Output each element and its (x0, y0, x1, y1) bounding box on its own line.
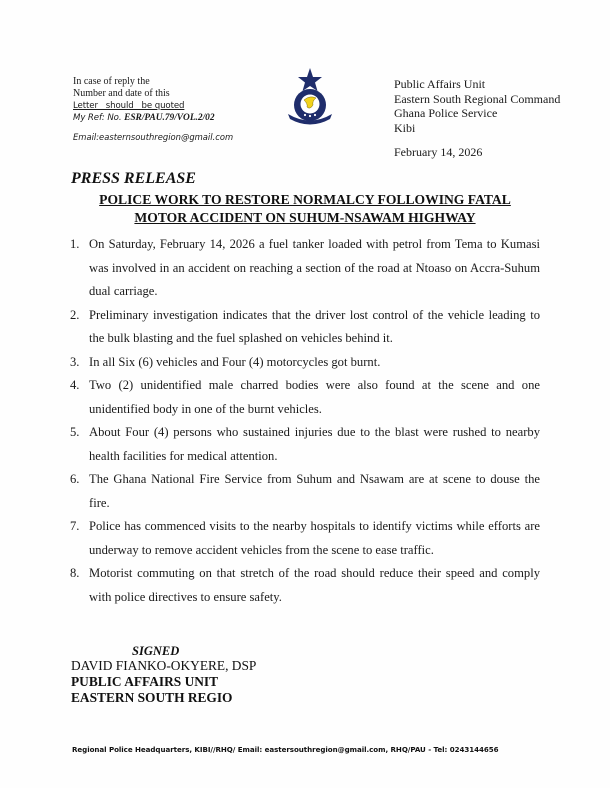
list-item-text: The Ghana National Fire Service from Suhum and Nsawam are at scene to douse the fire. (89, 472, 540, 510)
address-unit: Public Affairs Unit (394, 77, 486, 91)
list-item-number: 8. (70, 566, 80, 580)
crest-graphic (279, 67, 341, 127)
list-item (70, 351, 540, 375)
signatory-name: DAVID FIANKO-OKYERE, DSP (71, 658, 257, 673)
headline (60, 191, 550, 226)
list-item-number: 3. (70, 354, 80, 369)
address-town: Kibi (394, 120, 416, 135)
signed-label: SIGNED (132, 644, 180, 658)
headline-line-1: POLICE WORK TO RESTORE NORMALCY FOLLOWING FATAL (99, 192, 511, 207)
letterhead-email: Email:easternsouthregion@gmail.com (73, 132, 234, 142)
list-item (70, 304, 540, 351)
list-item-number: 6. (70, 472, 80, 486)
list-item-text: Two (2) unidentified male charred bodies were also found at the scene and one unidentified body in one of the burnt vehicles. (89, 378, 540, 416)
reference-code: ESR/PAU.79/VOL.2/02 (124, 113, 215, 123)
reply-reference-block (73, 76, 273, 143)
list-item (70, 515, 540, 562)
signatory-unit: PUBLIC AFFAIRS UNIT (71, 674, 219, 689)
reply-note-line-3: Letter should be quoted (73, 101, 185, 111)
crest-dot (304, 114, 306, 116)
signature-block (71, 645, 256, 706)
headline-line-2: MOTOR ACCIDENT ON SUHUM-NSAWAM HIGHWAY (134, 209, 476, 225)
crest-dot (314, 114, 316, 116)
list-item-number: 1. (70, 237, 80, 251)
list-item-number: 4. (70, 378, 80, 392)
list-item-text: Motorist commuting on that stretch of the road should reduce their speed and comply with police directives to ensure safety. (89, 566, 540, 604)
document-date: February 14, 2026 (394, 145, 483, 159)
press-release-label: PRESS RELEASE (71, 170, 196, 187)
ghana-police-crest-icon (279, 67, 341, 127)
numbered-list (70, 233, 540, 609)
crest-dot (309, 115, 311, 117)
address-service: Ghana Police Service (394, 106, 498, 120)
list-item (70, 233, 540, 304)
list-item (70, 421, 540, 468)
reply-note-line-1: In case of reply the (73, 76, 150, 87)
list-item-text: On Saturday, February 14, 2026 a fuel tanker loaded with petrol from Tema to Kumasi was involved in an accident on reaching a section of the road at Ntoaso on Accra-Suhum dual carriage. (89, 237, 540, 298)
reply-note-line-2: Number and date of this (73, 88, 170, 99)
reference-prefix: My Ref: No. (73, 113, 125, 123)
list-item (70, 468, 540, 515)
footer-contact: Regional Police Headquarters, KIBI//RHQ/ Email: eastersouthregion@gmail.com, RHQ/PAU - Tel: 0243144656 (72, 745, 499, 754)
list-item (70, 374, 540, 421)
crest-star-icon (298, 68, 322, 91)
list-item-number: 5. (70, 425, 80, 439)
list-item-text: In all Six (6) vehicles and Four (4) motorcycles got burnt. (89, 354, 381, 369)
list-item-text: About Four (4) persons who sustained injuries due to the blast were rushed to nearby health facilities for medical attention. (89, 425, 540, 463)
address-block (394, 77, 604, 160)
list-item-number: 7. (70, 519, 80, 533)
list-item-text: Preliminary investigation indicates that the driver lost control of the vehicle leading to the bulk blasting and the fuel splashed on vehicles behind it. (89, 307, 540, 345)
address-command: Eastern South Regional Command (394, 91, 561, 106)
list-item-number: 2. (70, 307, 80, 322)
list-item-text: Police has commenced visits to the nearby hospitals to identify victims while efforts are underway to remove accident vehicles from the scene to ease traffic. (89, 519, 540, 557)
reference-number (73, 112, 273, 124)
list-item (70, 562, 540, 609)
signatory-region: EASTERN SOUTH REGIO (71, 690, 233, 705)
